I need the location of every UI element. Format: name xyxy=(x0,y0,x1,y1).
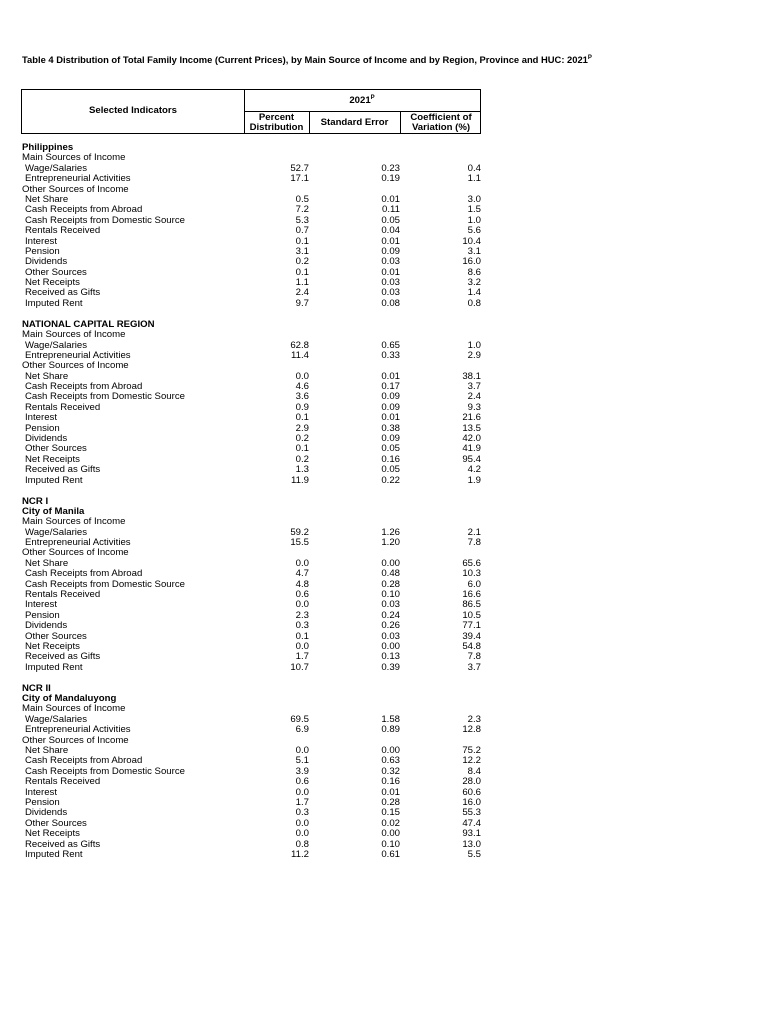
standard-error-cell: 0.03 xyxy=(381,599,400,611)
row-label: Rentals Received xyxy=(25,225,101,237)
standard-error-cell: 0.01 xyxy=(381,266,400,278)
percent-distribution-cell: 10.7 xyxy=(290,661,309,673)
row-label: Other Sources xyxy=(25,266,87,278)
percent-distribution-cell: 9.7 xyxy=(295,297,309,309)
cv-cell: 12.8 xyxy=(462,724,481,736)
group-label xyxy=(22,330,482,340)
percent-distribution-cell: 4.7 xyxy=(295,568,309,580)
standard-error-cell: 0.32 xyxy=(381,765,400,777)
row-label: Net Share xyxy=(25,557,69,569)
percent-distribution-cell: 0.0 xyxy=(295,599,309,611)
table-row xyxy=(22,819,482,829)
cv-cell: 2.1 xyxy=(467,526,481,538)
row-label: Wage/Salaries xyxy=(25,339,88,351)
section-heading-label: NCR II xyxy=(22,682,51,694)
group-label-text: Main Sources of Income xyxy=(22,516,126,528)
cv-cell: 3.7 xyxy=(467,381,481,393)
standard-error-cell: 0.39 xyxy=(381,661,400,673)
cv-cell: 13.5 xyxy=(462,422,481,434)
standard-error-cell: 0.23 xyxy=(381,162,400,174)
standard-error-cell: 0.03 xyxy=(381,630,400,642)
table-row xyxy=(22,808,482,818)
percent-distribution-cell: 1.3 xyxy=(295,464,309,476)
cv-cell: 5.5 xyxy=(467,848,481,860)
row-label: Dividends xyxy=(25,620,68,632)
cv-cell: 39.4 xyxy=(462,630,481,642)
table-row xyxy=(22,444,482,454)
table-title: Table 4 Distribution of Total Family Income (Current Prices), by Main Source of Income and by Region, Province and HUC: $2021^P$ xyxy=(22,54,592,65)
row-label: Rentals Received xyxy=(25,401,101,413)
cv-cell: 2.3 xyxy=(467,713,481,725)
row-label: Other Sources xyxy=(25,630,87,642)
table-row xyxy=(22,798,482,808)
cv-cell: 65.6 xyxy=(462,557,481,569)
standard-error-cell: 0.03 xyxy=(381,277,400,289)
standard-error-cell: 0.28 xyxy=(381,796,400,808)
row-label: Cash Receipts from Abroad xyxy=(25,755,143,767)
table-row xyxy=(22,788,482,798)
table-row xyxy=(22,840,482,850)
standard-error-cell: 0.63 xyxy=(381,755,400,767)
section-heading-label: NCR I xyxy=(22,495,49,507)
row-label: Entrepreneurial Activities xyxy=(25,724,131,736)
percent-distribution-cell: 0.0 xyxy=(295,828,309,840)
table-row xyxy=(22,247,482,257)
row-label: Cash Receipts from Abroad xyxy=(25,381,143,393)
table-body xyxy=(22,143,482,871)
standard-error-cell: 0.11 xyxy=(382,204,400,216)
percent-distribution-cell: 11.2 xyxy=(291,848,309,860)
row-label: Imputed Rent xyxy=(25,474,83,486)
cv-cell: 8.6 xyxy=(467,266,481,278)
group-label-text: Main Sources of Income xyxy=(22,329,126,341)
column-header-percent-distribution: Percent Distribution xyxy=(249,112,304,133)
cv-cell: 16.6 xyxy=(462,589,481,601)
cv-cell: 77.1 xyxy=(462,620,481,632)
table-header xyxy=(21,89,481,134)
standard-error-cell: 0.61 xyxy=(381,848,400,860)
cv-cell: 42.0 xyxy=(462,433,481,445)
cv-cell: 93.1 xyxy=(462,828,481,840)
percent-distribution-cell: 0.3 xyxy=(295,620,309,632)
percent-distribution-cell: 1.7 xyxy=(295,651,309,663)
cv-cell: 86.5 xyxy=(462,599,481,611)
standard-error-cell: 0.26 xyxy=(381,620,400,632)
table-row xyxy=(22,652,482,662)
cv-cell: 13.0 xyxy=(462,838,481,850)
table-row xyxy=(22,850,482,860)
row-label: Interest xyxy=(25,599,57,611)
cv-cell: 3.7 xyxy=(467,661,481,673)
group-label-text: Other Sources of Income xyxy=(22,183,129,195)
cv-cell: 1.1 xyxy=(467,173,481,185)
standard-error-cell: 0.13 xyxy=(381,651,400,663)
table-row xyxy=(22,611,482,621)
cv-cell: 28.0 xyxy=(462,776,481,788)
row-label: Other Sources xyxy=(25,443,87,455)
table-row xyxy=(22,434,482,444)
row-label: Pension xyxy=(25,609,60,621)
table-row xyxy=(22,476,482,486)
table-row xyxy=(22,632,482,642)
standard-error-cell: 0.00 xyxy=(381,640,400,652)
percent-distribution-cell: 0.1 xyxy=(295,412,309,424)
standard-error-cell: 0.22 xyxy=(381,474,400,486)
percent-distribution-cell: 0.2 xyxy=(295,453,309,465)
percent-distribution-cell: 0.5 xyxy=(295,193,309,205)
row-label: Dividends xyxy=(25,256,68,268)
cv-cell: 9.3 xyxy=(467,401,481,413)
row-label: Entrepreneurial Activities xyxy=(25,173,131,185)
section-heading-label: City of Mandaluyong xyxy=(22,693,117,705)
table-row xyxy=(22,268,482,278)
percent-distribution-cell: 3.6 xyxy=(295,391,309,403)
row-label: Pension xyxy=(25,245,60,257)
row-label: Net Share xyxy=(25,370,69,382)
cv-cell: 1.0 xyxy=(467,214,481,226)
row-label: Entrepreneurial Activities xyxy=(25,349,131,361)
row-label: Pension xyxy=(25,796,60,808)
standard-error-cell: 0.01 xyxy=(381,786,400,798)
standard-error-cell: 0.19 xyxy=(381,173,400,185)
standard-error-cell: 0.09 xyxy=(381,401,400,413)
percent-distribution-cell: 2.9 xyxy=(295,422,309,434)
row-label: Net Receipts xyxy=(25,277,80,289)
table-row xyxy=(22,465,482,475)
percent-distribution-cell: 5.1 xyxy=(295,755,309,767)
cv-cell: 55.3 xyxy=(462,807,481,819)
percent-distribution-cell: 1.1 xyxy=(295,277,309,289)
cv-cell: 12.2 xyxy=(462,755,481,767)
row-label: Received as Gifts xyxy=(25,838,101,850)
standard-error-cell: 1.20 xyxy=(381,537,400,549)
percent-distribution-cell: 0.8 xyxy=(295,838,309,850)
standard-error-cell: 0.05 xyxy=(381,464,400,476)
table-row xyxy=(22,663,482,673)
percent-distribution-cell: 0.0 xyxy=(295,817,309,829)
percent-distribution-cell: 69.5 xyxy=(290,713,309,725)
cv-cell: 3.0 xyxy=(467,193,481,205)
standard-error-cell: 0.33 xyxy=(381,349,400,361)
cv-cell: 7.8 xyxy=(467,651,481,663)
standard-error-cell: 0.05 xyxy=(381,214,400,226)
standard-error-cell: 0.24 xyxy=(381,609,400,621)
percent-distribution-cell: 0.1 xyxy=(295,266,309,278)
table-row xyxy=(22,257,482,267)
table-row xyxy=(22,403,482,413)
group-label xyxy=(22,704,482,714)
cv-cell: 0.8 xyxy=(467,297,481,309)
table-row xyxy=(22,621,482,631)
percent-distribution-cell: 0.1 xyxy=(295,630,309,642)
percent-distribution-cell: 0.9 xyxy=(295,401,309,413)
standard-error-cell: 0.16 xyxy=(381,776,400,788)
cv-cell: 1.4 xyxy=(467,287,481,299)
standard-error-cell: 0.17 xyxy=(381,381,400,393)
section-heading-label: City of Manila xyxy=(22,505,85,517)
column-header-selected-indicators: Selected Indicators xyxy=(89,105,177,116)
percent-distribution-cell: 6.9 xyxy=(295,724,309,736)
percent-distribution-cell: 15.5 xyxy=(290,537,309,549)
table-row xyxy=(22,237,482,247)
row-label: Wage/Salaries xyxy=(25,713,88,725)
cv-cell: 3.1 xyxy=(467,245,481,257)
percent-distribution-cell: 2.4 xyxy=(295,287,309,299)
standard-error-cell: 0.48 xyxy=(381,568,400,580)
percent-distribution-cell: 4.8 xyxy=(295,578,309,590)
percent-distribution-cell: 11.4 xyxy=(291,349,309,361)
standard-error-cell: 0.16 xyxy=(381,453,400,465)
standard-error-cell: 0.00 xyxy=(381,744,400,756)
cv-cell: 10.5 xyxy=(462,609,481,621)
standard-error-cell: 0.38 xyxy=(381,422,400,434)
cv-cell: 16.0 xyxy=(462,256,481,268)
cv-cell: 1.5 xyxy=(467,204,481,216)
percent-distribution-cell: 0.1 xyxy=(295,235,309,247)
cv-cell: 8.4 xyxy=(467,765,481,777)
row-label: Cash Receipts from Domestic Source xyxy=(25,765,185,777)
cv-cell: 7.8 xyxy=(467,537,481,549)
group-label-text: Main Sources of Income xyxy=(22,152,126,164)
standard-error-cell: 0.09 xyxy=(381,245,400,257)
cv-cell: 5.6 xyxy=(467,225,481,237)
row-label: Wage/Salaries xyxy=(25,162,88,174)
percent-distribution-cell: 17.1 xyxy=(290,173,309,185)
standard-error-cell: 0.08 xyxy=(381,297,400,309)
standard-error-cell: 0.15 xyxy=(381,807,400,819)
standard-error-cell: 0.05 xyxy=(381,443,400,455)
cv-cell: 38.1 xyxy=(462,370,481,382)
percent-distribution-cell: 7.2 xyxy=(295,204,309,216)
cv-cell: 3.2 xyxy=(467,277,481,289)
section-heading-label: NATIONAL CAPITAL REGION xyxy=(22,318,155,330)
cv-cell: 10.4 xyxy=(462,235,481,247)
row-label: Wage/Salaries xyxy=(25,526,88,538)
table-row xyxy=(22,226,482,236)
section-heading-label: Philippines xyxy=(22,142,74,153)
row-label: Interest xyxy=(25,235,57,247)
row-label: Pension xyxy=(25,422,60,434)
row-label: Received as Gifts xyxy=(25,651,101,663)
standard-error-cell: 0.65 xyxy=(381,339,400,351)
percent-distribution-cell: 0.0 xyxy=(295,640,309,652)
row-label: Interest xyxy=(25,412,57,424)
group-label-text: Other Sources of Income xyxy=(22,734,129,746)
percent-distribution-cell: 11.9 xyxy=(291,474,309,486)
table-row xyxy=(22,413,482,423)
cv-cell: 1.9 xyxy=(467,474,481,486)
group-label xyxy=(22,548,482,558)
cv-cell: 21.6 xyxy=(462,412,481,424)
cv-cell: 4.2 xyxy=(467,464,481,476)
table-row xyxy=(22,424,482,434)
table-row xyxy=(22,299,482,309)
group-label-text: Other Sources of Income xyxy=(22,547,129,559)
percent-distribution-cell: 0.0 xyxy=(295,786,309,798)
row-label: Cash Receipts from Abroad xyxy=(25,204,143,216)
cv-cell: 54.8 xyxy=(462,640,481,652)
standard-error-cell: 1.26 xyxy=(381,526,400,538)
row-label: Interest xyxy=(25,786,57,798)
row-label: Received as Gifts xyxy=(25,464,101,476)
standard-error-cell: 0.01 xyxy=(381,235,400,247)
cv-cell: 16.0 xyxy=(462,796,481,808)
standard-error-cell: 0.03 xyxy=(381,287,400,299)
table-section xyxy=(22,143,482,309)
column-header-standard-error: Standard Error xyxy=(320,117,389,128)
percent-distribution-cell: 0.2 xyxy=(295,433,309,445)
table-row xyxy=(22,777,482,787)
row-label: Cash Receipts from Domestic Source xyxy=(25,391,185,403)
cv-cell: 2.4 xyxy=(467,391,481,403)
row-label: Cash Receipts from Domestic Source xyxy=(25,214,185,226)
standard-error-cell: 0.89 xyxy=(381,724,400,736)
table-row xyxy=(22,590,482,600)
percent-distribution-cell: 0.7 xyxy=(295,225,309,237)
percent-distribution-cell: 52.7 xyxy=(290,162,309,174)
standard-error-cell: 0.09 xyxy=(381,433,400,445)
column-header-year: $2021^P$ xyxy=(349,94,375,106)
group-label xyxy=(22,185,482,195)
table-row xyxy=(22,288,482,298)
standard-error-cell: 0.10 xyxy=(381,838,400,850)
row-label: Cash Receipts from Domestic Source xyxy=(25,578,185,590)
row-label: Other Sources xyxy=(25,817,87,829)
row-label: Cash Receipts from Abroad xyxy=(25,568,143,580)
row-label: Net Receipts xyxy=(25,640,80,652)
table-section xyxy=(22,320,482,486)
standard-error-cell: 0.01 xyxy=(381,370,400,382)
row-label: Dividends xyxy=(25,807,68,819)
group-label xyxy=(22,361,482,371)
percent-distribution-cell: 0.0 xyxy=(295,744,309,756)
row-label: Entrepreneurial Activities xyxy=(25,537,131,549)
group-label xyxy=(22,736,482,746)
row-label: Dividends xyxy=(25,433,68,445)
standard-error-cell: 0.09 xyxy=(381,391,400,403)
standard-error-cell: 0.00 xyxy=(381,828,400,840)
percent-distribution-cell: 4.6 xyxy=(295,381,309,393)
standard-error-cell: 0.04 xyxy=(381,225,400,237)
standard-error-cell: 0.01 xyxy=(381,193,400,205)
row-label: Rentals Received xyxy=(25,776,101,788)
percent-distribution-cell: 3.1 xyxy=(295,245,309,257)
group-label-text: Main Sources of Income xyxy=(22,703,126,715)
standard-error-cell: 0.28 xyxy=(381,578,400,590)
cv-cell: 10.3 xyxy=(462,568,481,580)
percent-distribution-cell: 0.6 xyxy=(295,589,309,601)
section-heading xyxy=(22,497,482,507)
row-label: Rentals Received xyxy=(25,589,101,601)
cv-cell: 0.4 xyxy=(467,162,481,174)
row-label: Net Share xyxy=(25,744,69,756)
row-label: Net Receipts xyxy=(25,828,80,840)
cv-cell: 47.4 xyxy=(462,817,481,829)
group-label xyxy=(22,153,482,163)
cv-cell: 6.0 xyxy=(467,578,481,590)
standard-error-cell: 0.03 xyxy=(381,256,400,268)
percent-distribution-cell: 2.3 xyxy=(295,609,309,621)
standard-error-cell: 0.00 xyxy=(381,557,400,569)
table-section xyxy=(22,497,482,674)
table-row xyxy=(22,829,482,839)
row-label: Received as Gifts xyxy=(25,287,101,299)
percent-distribution-cell: 5.3 xyxy=(295,214,309,226)
percent-distribution-cell: 3.9 xyxy=(295,765,309,777)
column-header-coefficient-of-variation: Coefficient of Variation (%) xyxy=(410,112,472,133)
table-section xyxy=(22,684,482,861)
percent-distribution-cell: 1.7 xyxy=(295,796,309,808)
standard-error-cell: 0.02 xyxy=(381,817,400,829)
standard-error-cell: 0.01 xyxy=(381,412,400,424)
row-label: Imputed Rent xyxy=(25,848,83,860)
group-label-text: Other Sources of Income xyxy=(22,360,129,372)
row-label: Imputed Rent xyxy=(25,297,83,309)
cv-cell: 41.9 xyxy=(462,443,481,455)
group-label xyxy=(22,517,482,527)
table-row xyxy=(22,600,482,610)
percent-distribution-cell: 0.3 xyxy=(295,807,309,819)
percent-distribution-cell: 62.8 xyxy=(290,339,309,351)
cv-cell: 95.4 xyxy=(462,453,481,465)
row-label: Net Receipts xyxy=(25,453,80,465)
cv-cell: 60.6 xyxy=(462,786,481,798)
percent-distribution-cell: 0.0 xyxy=(295,557,309,569)
percent-distribution-cell: 0.1 xyxy=(295,443,309,455)
percent-distribution-cell: 0.2 xyxy=(295,256,309,268)
cv-cell: 75.2 xyxy=(462,744,481,756)
percent-distribution-cell: 0.6 xyxy=(295,776,309,788)
percent-distribution-cell: 0.0 xyxy=(295,370,309,382)
row-label: Net Share xyxy=(25,193,69,205)
standard-error-cell: 1.58 xyxy=(381,713,400,725)
cv-cell: 2.9 xyxy=(467,349,481,361)
row-label: Imputed Rent xyxy=(25,661,83,673)
percent-distribution-cell: 59.2 xyxy=(290,526,309,538)
cv-cell: 1.0 xyxy=(467,339,481,351)
standard-error-cell: 0.10 xyxy=(381,589,400,601)
